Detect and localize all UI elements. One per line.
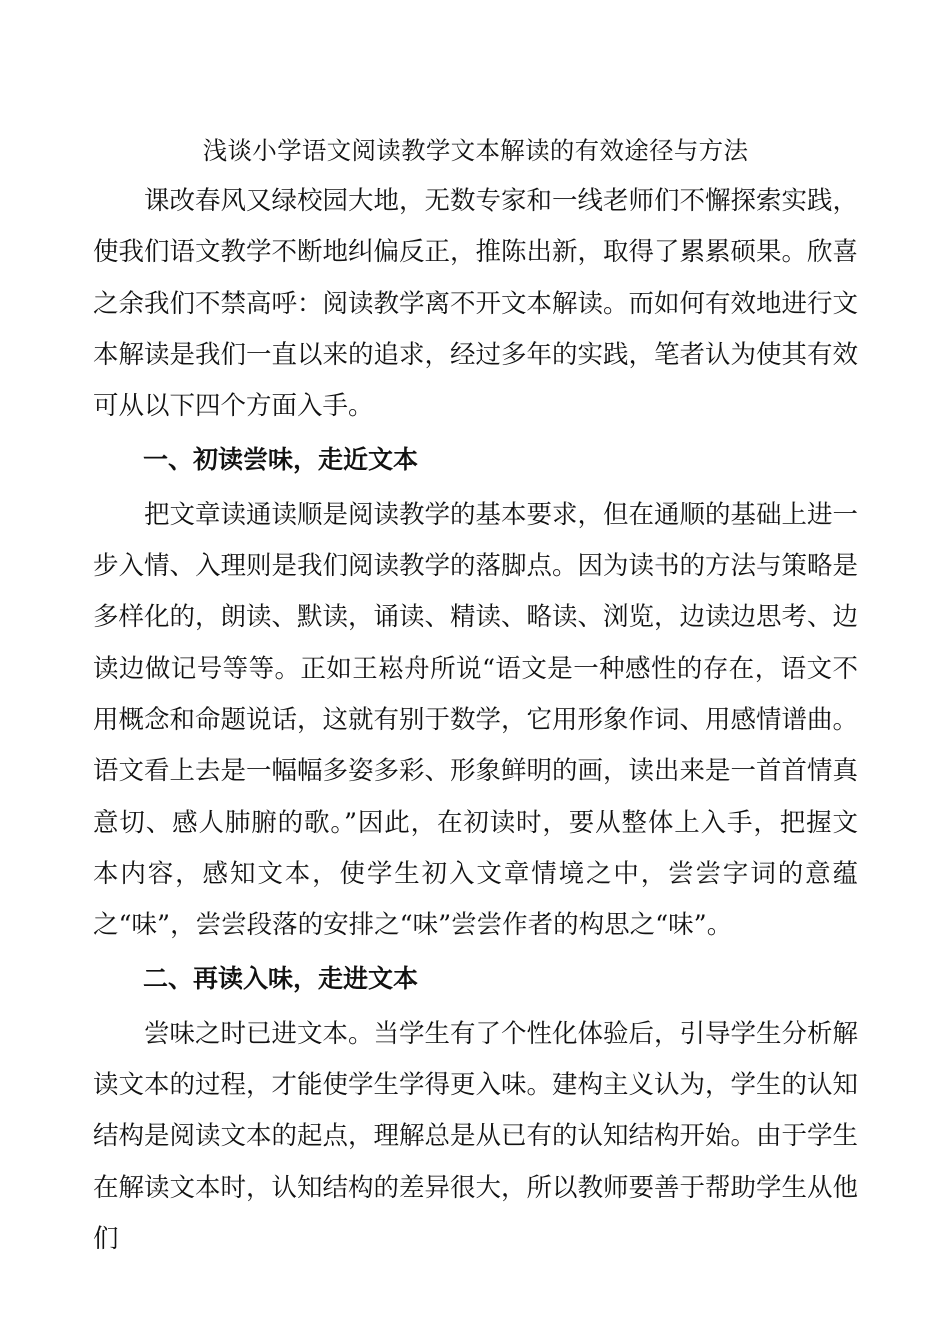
section-heading-2: 二、再读入味，走进文本 [143,964,419,994]
intro-paragraph: 课改春风又绿校园大地，无数专家和一线老师们不懈探索实践，使我们语文教学不断地纠偏反正，推陈出新，取得了累累硕果。欣喜之余我们不禁高呼：阅读教学离不开文本解读。而如何有效地进行文本解读是我们一直以来的追求，经过多年的实践，笔者认为使其有效可从以下四个方面入手。 [93,186,859,422]
section-body-2: 尝味之时已进文本。当学生有了个性化体验后，引导学生分析解读文本的过程，才能使学生学得更入味。建构主义认为，学生的认知结构是阅读文本的起点，理解总是从已有的认知结构开始。由于学生在解读文本时，认知结构的差异很大，所以教师要善于帮助学生从他们 [93,1018,859,1254]
document-page [93,126,858,1265]
section-body-1: 把文章读通读顺是阅读教学的基本要求，但在通顺的基础上进一步入情、入理则是我们阅读教学的落脚点。因为读书的方法与策略是多样化的，朗读、默读，诵读、精读、略读、浏览，边读边思考、边读边做记号等等。正如王崧舟所说“语文是一种感性的存在，语文不用概念和命题说话，这就有别于数学，它用形象作词、用感情谱曲。语文看上去是一幅幅多姿多彩、形象鲜明的画，读出来是一首首情真意切、感人肺腑的歌。”因此，在初读时，要从整体上入手，把握文本内容，感知文本，使学生初入文章情境之中，尝尝字词的意蕴之“味”，尝尝段落的安排之“味”尝尝作者的构思之“味”。 [93,499,859,941]
document-title: 浅谈小学语文阅读教学文本解读的有效途径与方法 [202,136,749,165]
section-heading-1: 一、初读尝味，走近文本 [143,445,419,475]
